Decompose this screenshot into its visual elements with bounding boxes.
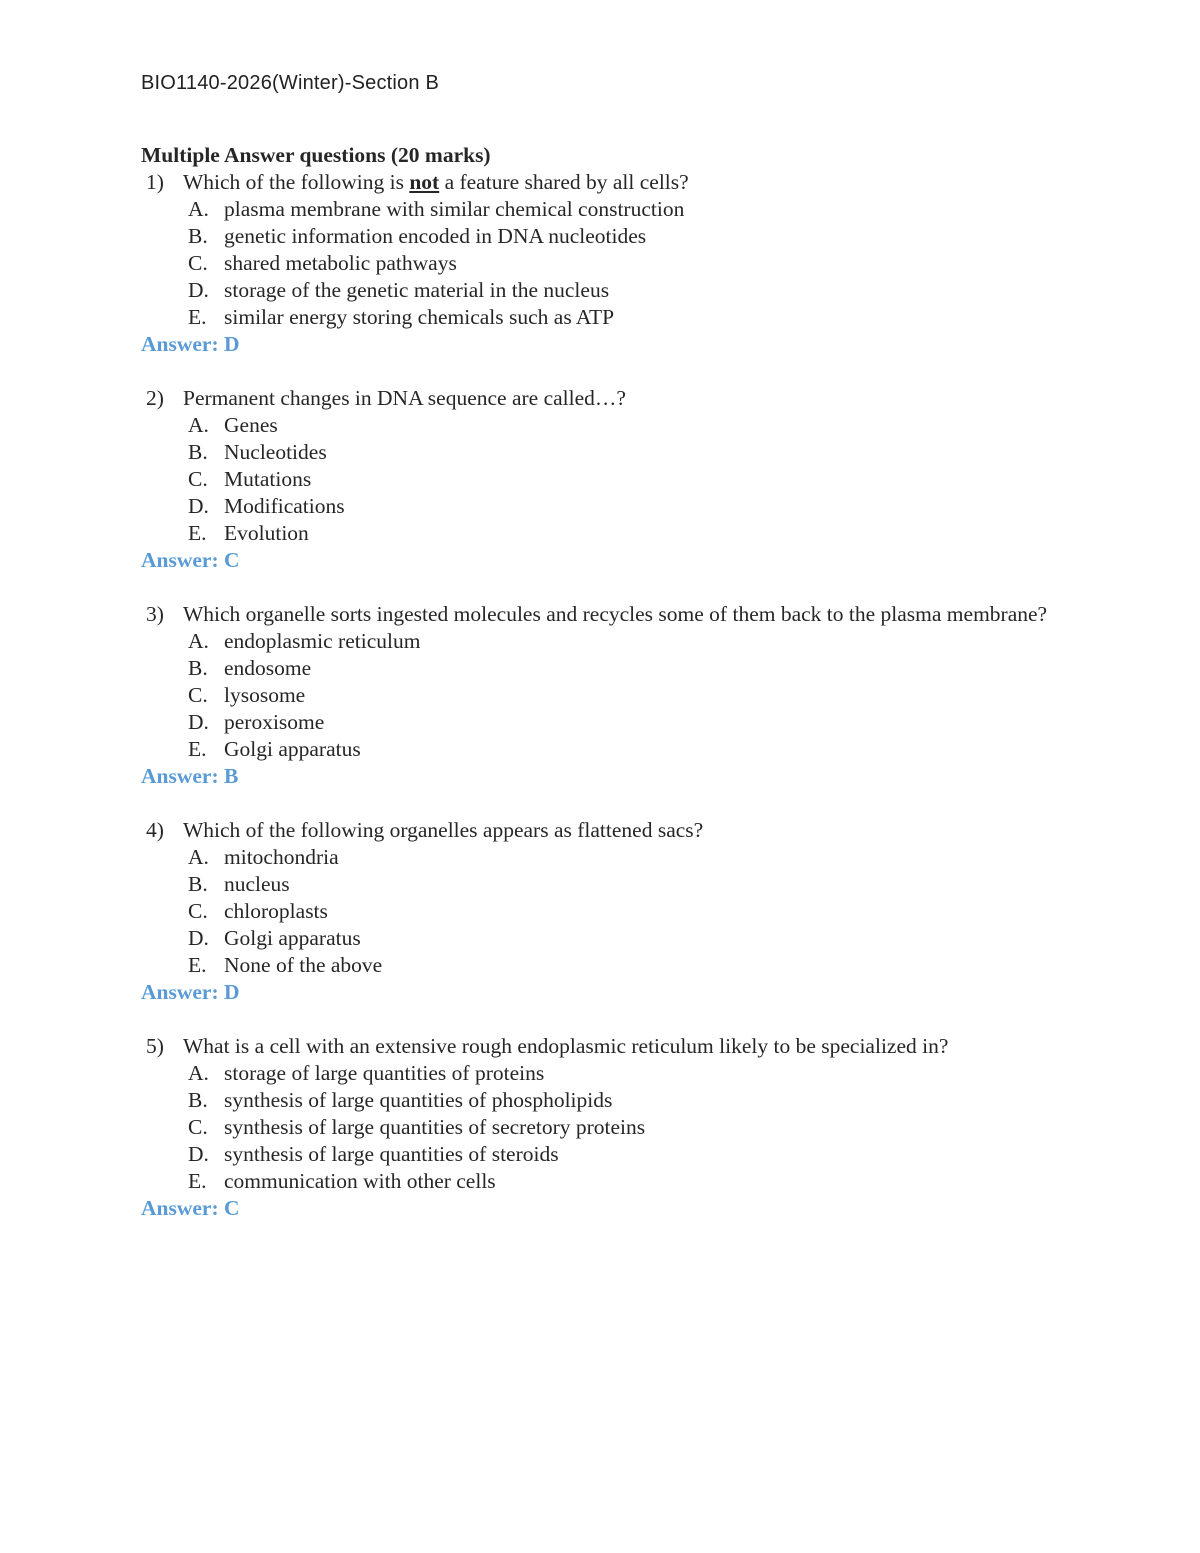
option-a (141, 844, 1101, 871)
option-letter: E. (188, 1169, 207, 1193)
options-list (141, 412, 1101, 547)
option-letter: C. (188, 1115, 208, 1139)
option-text: Modifications (224, 494, 345, 518)
option-letter: A. (188, 1061, 209, 1085)
option-letter: C. (188, 467, 208, 491)
option-d (141, 493, 1101, 520)
question-text-after: a feature shared by all cells? (439, 170, 689, 194)
option-b (141, 871, 1101, 898)
option-b (141, 439, 1101, 466)
option-text: storage of the genetic material in the nucleus (224, 278, 610, 302)
option-a (141, 1060, 1101, 1087)
option-letter: A. (188, 197, 209, 221)
option-text: endosome (224, 656, 312, 680)
option-text: Nucleotides (224, 440, 327, 464)
options-list (141, 196, 1101, 331)
option-letter: E. (188, 305, 207, 329)
question-text: What is a cell with an extensive rough endoplasmic reticulum likely to be specialized in? (183, 1034, 949, 1058)
options-list (141, 844, 1101, 979)
answer-label: Answer: C (141, 1196, 240, 1220)
option-letter: C. (188, 899, 208, 923)
option-text: storage of large quantities of proteins (224, 1061, 545, 1085)
option-text: shared metabolic pathways (224, 251, 457, 275)
question-text-before: Which of the following is (183, 170, 410, 194)
option-c (141, 466, 1101, 493)
option-letter: A. (188, 629, 209, 653)
option-e (141, 736, 1101, 763)
question-number: 5) (146, 1034, 164, 1058)
question-text: Which organelle sorts ingested molecules and recycles some of them back to the plasma membrane? (183, 602, 1048, 626)
question-stem (141, 1033, 1101, 1060)
question-stem (141, 817, 1101, 844)
option-text: synthesis of large quantities of phospholipids (224, 1088, 613, 1112)
option-letter: E. (188, 737, 207, 761)
question-text: Permanent changes in DNA sequence are called…? (183, 386, 626, 410)
option-text: peroxisome (224, 710, 325, 734)
option-c (141, 682, 1101, 709)
option-e (141, 520, 1101, 547)
question-4 (141, 817, 1101, 1006)
question-1 (141, 169, 1101, 358)
option-c (141, 898, 1101, 925)
question-number: 1) (146, 170, 164, 194)
option-text: endoplasmic reticulum (224, 629, 421, 653)
option-b (141, 1087, 1101, 1114)
options-list (141, 1060, 1101, 1195)
option-text: similar energy storing chemicals such as ATP (224, 305, 615, 329)
option-letter: D. (188, 710, 209, 734)
option-text: Mutations (224, 467, 312, 491)
option-letter: B. (188, 872, 208, 896)
option-letter: C. (188, 683, 208, 707)
option-a (141, 412, 1101, 439)
question-stem (141, 169, 1101, 196)
option-a (141, 196, 1101, 223)
answer-label: Answer: D (141, 332, 240, 356)
section-title: Multiple Answer questions (20 marks) (141, 143, 491, 167)
option-letter: C. (188, 251, 208, 275)
option-e (141, 952, 1101, 979)
question-3 (141, 601, 1101, 790)
option-text: mitochondria (224, 845, 339, 869)
option-text: synthesis of large quantities of steroids (224, 1142, 559, 1166)
question-stem (141, 601, 1101, 628)
option-d (141, 925, 1101, 952)
option-text: lysosome (224, 683, 306, 707)
option-b (141, 223, 1101, 250)
option-letter: E. (188, 953, 207, 977)
option-e (141, 1168, 1101, 1195)
option-letter: A. (188, 413, 209, 437)
question-text-emphasis: not (409, 170, 440, 194)
option-letter: E. (188, 521, 207, 545)
option-a (141, 628, 1101, 655)
answer-label: Answer: B (141, 764, 239, 788)
option-letter: B. (188, 1088, 208, 1112)
option-d (141, 1141, 1101, 1168)
option-text: communication with other cells (224, 1169, 496, 1193)
question-number: 3) (146, 602, 164, 626)
option-c (141, 1114, 1101, 1141)
option-letter: D. (188, 1142, 209, 1166)
option-d (141, 709, 1101, 736)
answer-label: Answer: C (141, 548, 240, 572)
question-text (183, 170, 689, 194)
option-letter: B. (188, 440, 208, 464)
option-text: Golgi apparatus (224, 737, 361, 761)
question-stem (141, 385, 1101, 412)
option-e (141, 304, 1101, 331)
document-header: BIO1140-2026(Winter)-Section B (141, 72, 439, 94)
option-letter: B. (188, 656, 208, 680)
option-text: synthesis of large quantities of secretory proteins (224, 1115, 646, 1139)
option-b (141, 655, 1101, 682)
option-text: chloroplasts (224, 899, 328, 923)
option-text: Golgi apparatus (224, 926, 361, 950)
option-c (141, 250, 1101, 277)
question-number: 4) (146, 818, 164, 842)
question-number: 2) (146, 386, 164, 410)
option-letter: B. (188, 224, 208, 248)
option-letter: D. (188, 494, 209, 518)
option-text: None of the above (224, 953, 383, 977)
option-text: genetic information encoded in DNA nucleotides (224, 224, 647, 248)
question-5 (141, 1033, 1101, 1222)
option-letter: A. (188, 845, 209, 869)
question-text: Which of the following organelles appears as flattened sacs? (183, 818, 704, 842)
option-text: plasma membrane with similar chemical construction (224, 197, 685, 221)
document-body (141, 142, 1101, 1249)
option-text: nucleus (224, 872, 290, 896)
option-letter: D. (188, 926, 209, 950)
option-text: Genes (224, 413, 278, 437)
option-d (141, 277, 1101, 304)
answer-label: Answer: D (141, 980, 240, 1004)
options-list (141, 628, 1101, 763)
option-letter: D. (188, 278, 209, 302)
question-2 (141, 385, 1101, 574)
option-text: Evolution (224, 521, 309, 545)
